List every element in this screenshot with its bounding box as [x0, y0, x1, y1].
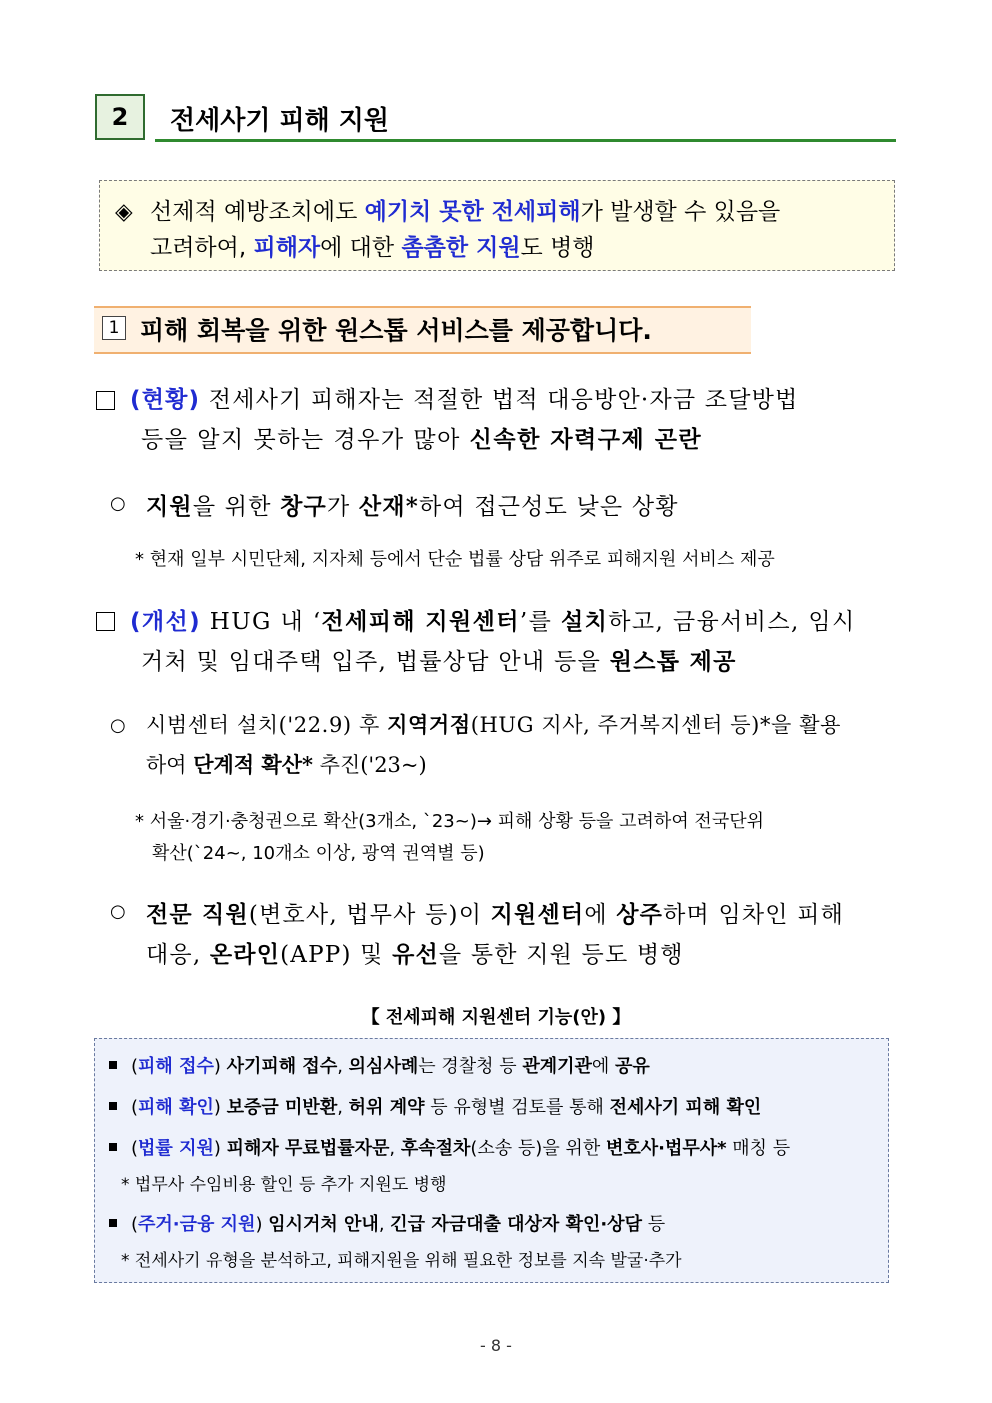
text-run: 변호사·법무사*: [605, 1138, 727, 1159]
subtitle-number: 1: [102, 316, 126, 340]
text-run: 피해자 무료법률자문: [226, 1138, 390, 1159]
text-run: (APP) 및: [280, 942, 393, 968]
text-run: 지원: [146, 493, 193, 520]
page-number: - 8 -: [480, 1336, 512, 1355]
text-run: 전세사기 피해자는 적절한 법적 대응방안·자금 조달방법: [200, 387, 799, 413]
text-run: 산재*: [358, 493, 419, 520]
circle-bullet-icon: ○: [110, 901, 126, 922]
section-number: 2: [95, 94, 145, 140]
text-run: ,: [389, 1138, 401, 1159]
text-run: 등: [641, 1214, 666, 1235]
text-run: 사기피해 접수: [226, 1056, 338, 1077]
text-run: 가: [326, 494, 359, 520]
text-run: 단계적 확산*: [193, 752, 313, 777]
text-run: ): [213, 1138, 227, 1159]
text-run: 후속절차: [400, 1138, 471, 1159]
text-run: (: [131, 1214, 139, 1235]
checkbox-square-icon: [96, 612, 115, 631]
text-run: 온라인: [209, 941, 281, 968]
summary-line-1: [115, 193, 780, 226]
text-run: (개선): [130, 609, 202, 635]
text-run: ,: [378, 1214, 391, 1235]
text-run: ): [255, 1214, 269, 1235]
text-run: 도 병행: [520, 235, 595, 261]
improve-sub1-line-1: [146, 709, 841, 739]
summary-text-1: [150, 199, 780, 225]
function-note-housing: * 전세사기 유형을 분석하고, 피해지원을 위해 필요한 정보를 지속 발굴·추가: [121, 1251, 682, 1271]
current-note: * 현재 일부 시민단체, 지자체 등에서 단순 법률 상담 위주로 피해지원 서비스 제공: [135, 549, 775, 570]
section-underline: [155, 139, 896, 142]
improve-sub1-line-2: [146, 749, 427, 779]
function-note-legal: * 법무사 수임비용 할인 등 추가 지원도 병행: [121, 1175, 447, 1195]
text-run: 는 경찰청 등: [418, 1056, 523, 1077]
text-run: 에 대한: [320, 235, 402, 261]
improve-sub2-line-1: [146, 896, 844, 929]
box-title: 【 전세피해 지원센터 기능(안) 】: [361, 1007, 631, 1028]
text-run: 관계기관: [522, 1056, 592, 1077]
text-run: (: [131, 1056, 139, 1077]
circle-bullet-icon: ○: [110, 493, 126, 514]
current-line-2: [141, 421, 702, 454]
text-run: ,: [337, 1056, 349, 1077]
text-run: 유선: [392, 941, 439, 968]
text-run: 피해 확인: [138, 1097, 214, 1118]
text-run: ): [213, 1097, 227, 1118]
text-run: 하고, 금융서비스, 임시: [608, 609, 856, 635]
square-bullet-icon: [109, 1061, 117, 1069]
text-run: 에: [591, 1056, 616, 1077]
text-run: (변호사, 법무사 등)이: [248, 902, 491, 928]
circle-bullet-icon: ○: [110, 715, 126, 736]
function-box: [94, 1038, 889, 1283]
text-run: 지역거점: [387, 712, 471, 737]
text-run: 신속한 자력구제 곤란: [469, 426, 703, 453]
text-run: 예기치 못한 전세피해: [364, 199, 581, 225]
text-run: 지원센터: [490, 901, 585, 928]
text-run: 선제적 예방조치에도: [150, 199, 365, 225]
improve-note-line-2: 확산(`24~, 10개소 이상, 광역 권역별 등): [152, 843, 485, 864]
improve-line-1: [130, 603, 856, 636]
improve-note-line-1: * 서울·경기·충청권으로 확산(3개소, `23~)→ 피해 상황 등을 고려하여 전국단위: [135, 811, 764, 832]
square-bullet-icon: [109, 1143, 117, 1151]
section-title: 전세사기 피해 지원: [170, 106, 390, 136]
checkbox-square-icon: [96, 391, 115, 410]
square-bullet-icon: [109, 1102, 117, 1110]
text-run: 전세피해 지원센터: [321, 608, 520, 635]
text-run: (HUG 지사, 주거복지센터 등)*을 활용: [470, 713, 841, 737]
text-run: 추진('23~): [312, 753, 427, 777]
text-run: 매칭 등: [726, 1138, 791, 1159]
text-run: 전세사기 피해 확인: [609, 1097, 762, 1118]
text-run: HUG 내 ‘: [201, 609, 322, 635]
summary-line-2: [150, 229, 595, 262]
text-run: 하며 임차인 피해: [663, 902, 845, 928]
current-sub: [146, 488, 679, 521]
text-run: 가 발생할 수 있음을: [580, 199, 781, 225]
text-run: 시범센터 설치('22.9) 후: [146, 713, 388, 737]
text-run: 에: [584, 902, 617, 928]
text-run: 전문 직원: [146, 901, 249, 928]
text-run: 피해자: [253, 235, 321, 261]
text-run: 상주: [616, 901, 664, 928]
text-run: 촘촘한 지원: [401, 235, 521, 261]
text-run: (소송 등)을 위한: [470, 1138, 606, 1159]
text-run: ): [213, 1056, 227, 1077]
text-run: 등을 알지 못하는 경우가 많아: [141, 427, 470, 453]
text-run: 의심사례: [348, 1056, 419, 1077]
text-run: 하여 접근성도 낮은 상황: [418, 494, 679, 520]
text-run: 을 위한: [192, 494, 281, 520]
text-run: 창구: [280, 493, 327, 520]
text-run: (: [131, 1097, 139, 1118]
text-run: ,: [337, 1097, 349, 1118]
text-run: (현황): [130, 387, 201, 413]
function-row-legal: [109, 1134, 790, 1160]
subtitle-text: 피해 회복을 위한 원스톱 서비스를 제공합니다.: [140, 316, 652, 345]
text-run: 을 통한 지원 등도 병행: [438, 942, 684, 968]
text-run: 거처 및 임대주택 입주, 법률상담 안내 등을: [141, 649, 610, 675]
text-run: 허위 계약: [348, 1097, 425, 1118]
text-run: 긴급 자금대출 대상자 확인·상담: [390, 1214, 642, 1235]
text-run: 임시거처 안내: [268, 1214, 379, 1235]
function-row-intake: [109, 1052, 650, 1078]
function-row-confirm: [109, 1093, 761, 1119]
diamond-icon: ◈: [115, 199, 133, 225]
text-run: 법률 지원: [138, 1138, 214, 1159]
text-run: (: [131, 1138, 139, 1159]
improve-line-2: [141, 643, 737, 676]
text-run: 주거·금융 지원: [138, 1214, 256, 1235]
text-run: 원스톱 제공: [609, 648, 737, 675]
text-run: 보증금 미반환: [226, 1097, 338, 1118]
improve-sub2-line-2: [146, 936, 684, 969]
text-run: 하여: [146, 753, 194, 777]
text-run: 설치: [560, 608, 609, 635]
text-run: 대응,: [146, 942, 210, 968]
function-row-housing: [109, 1210, 665, 1236]
summary-box: [99, 180, 895, 271]
text-run: 고려하여,: [150, 235, 254, 261]
current-line-1: [130, 381, 798, 414]
text-run: 등 유형별 검토를 통해: [424, 1097, 610, 1118]
text-run: 피해 접수: [138, 1056, 214, 1077]
square-bullet-icon: [109, 1219, 117, 1227]
text-run: 공유: [615, 1056, 650, 1077]
text-run: ’를: [519, 609, 561, 635]
